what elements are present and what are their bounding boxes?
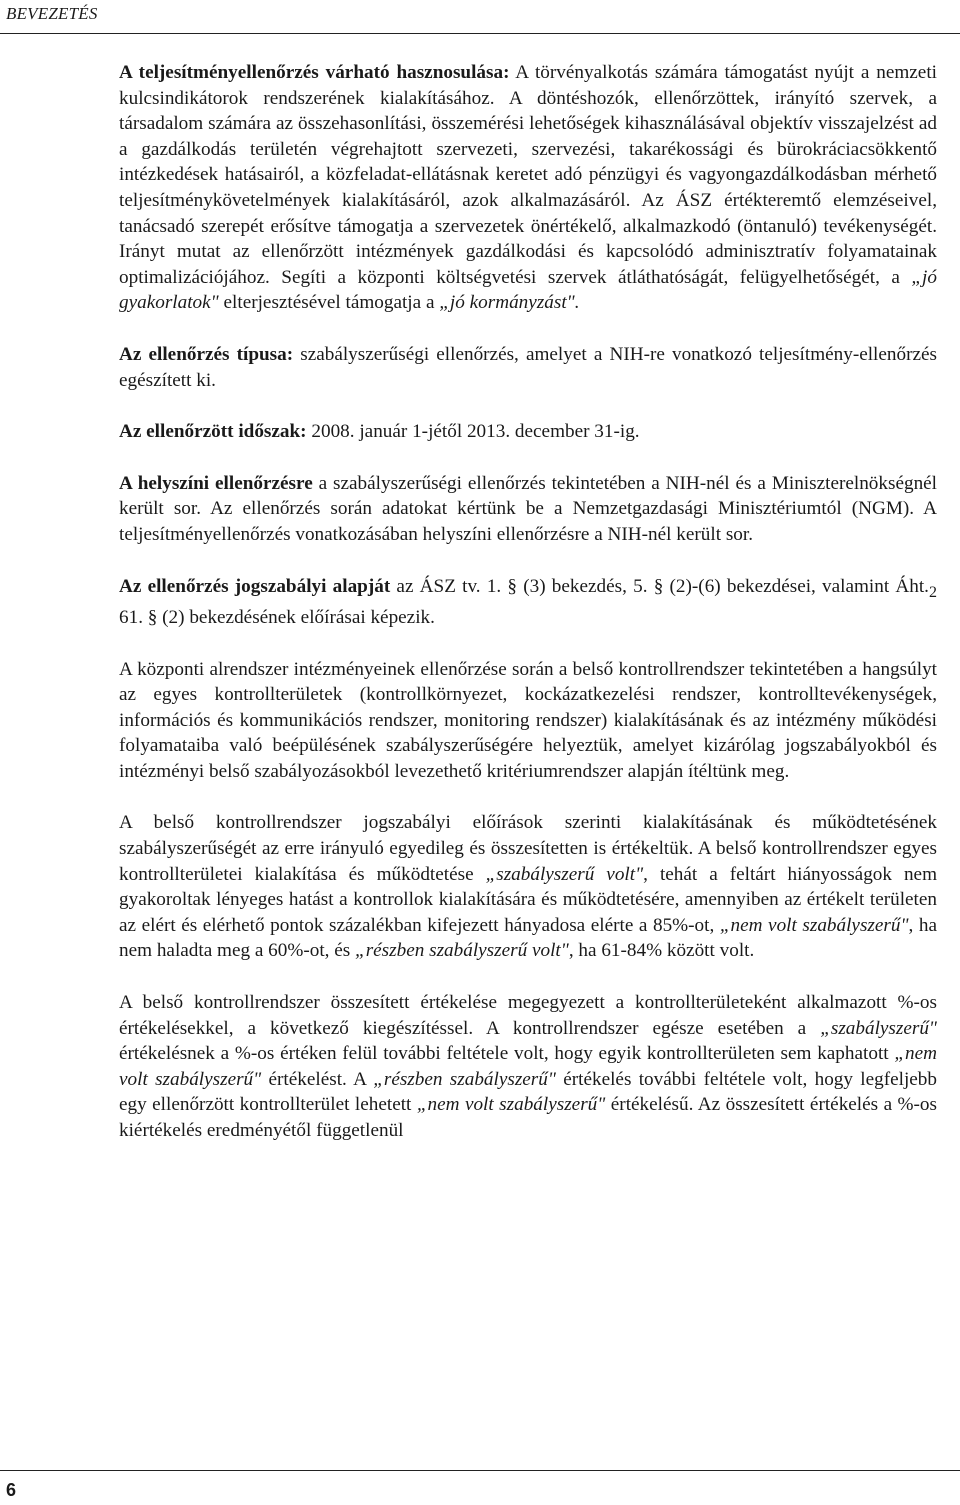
text-run: értékelést. A bbox=[261, 1068, 374, 1090]
text-run: a szabályszerűségi ellenőrzés tekintetében a NIH-nél és a Miniszterelnökségnél került sor. Az ellenőrzés során adatokat kértünk be a Nemzetgazdasági Minisztériumtól (NGM). A teljesítményellenőrzés vonatkozásában helyszíni ellenőrzésre a NIH-nél került sor. bbox=[119, 472, 938, 545]
text-run: szabályszerűségi ellenőrzés, amelyet a NIH-re vonatkozó teljesítmény-ellenőrzés egészített ki. bbox=[119, 343, 937, 391]
audit-period-paragraph bbox=[119, 419, 937, 445]
text-run: elterjesztésével támogatja a bbox=[218, 292, 440, 314]
page-number: 6 bbox=[6, 1480, 17, 1500]
italic-quote: „jó gyakorlatok" bbox=[119, 266, 937, 314]
bold-lead: A teljesítményellenőrzés várható hasznosulása: bbox=[119, 62, 510, 83]
onsite-audit-paragraph bbox=[119, 471, 937, 548]
italic-quote: „részben szabályszerű" bbox=[373, 1068, 556, 1090]
text-run: A törvényalkotás számára támogatást nyújt a nemzeti kulcsindikátorok rendszerének kialakításához. A döntéshozók, ellenőrzöttek, irányító szervek, a társadalom számára az összehasonlítási, összemérési lehetőségek kihasználásával objektív visszajelzést ad a gazdálkodás területén végrehajtott szervezeti, szervezési, takarékossági és bürokráciacsökkentő intézkedések hatásairól, a közfeladat-ellátásnak keretet adó pénzügyi és vagyongazdálkodásban mérhető teljesítménykövetelmények kialakításáról, azok alkalmazásáról. Az ÁSZ értékteremtő elemzéseivel, tanácsadó szerepét erősítve támogatja a szervezetek önértékelő, alkalmazkodó (öntanuló) tevékenységét. Irányt mutat az ellenőrzött intézmények gazdálkodási és kapcsolódó adminisztratív folyamatainak optimalizációjához. Segíti a központi költségvetési szervek átláthatóságát, felügyelhetőségét, a bbox=[119, 62, 937, 288]
text-run: , ha 61-84% között volt. bbox=[568, 940, 755, 962]
footer-rule bbox=[0, 1470, 960, 1471]
internal-control-paragraph bbox=[119, 657, 937, 785]
text-run: értékelésű. Az összesített értékelés a %-os kiértékelés eredményétől függetlenül bbox=[119, 1094, 937, 1142]
rating-paragraph bbox=[119, 810, 937, 964]
italic-quote: „nem volt szabályszerű" bbox=[416, 1094, 606, 1116]
text-run: 2008. január 1-jétől 2013. december 31-ig. bbox=[306, 421, 640, 443]
text-run: értékelésnek a %-os értéken felül további feltétele volt, hogy egyik kontrollterületen sem kaphatott bbox=[119, 1043, 895, 1065]
italic-quote: „szabályszerű volt" bbox=[485, 863, 644, 885]
header-rule bbox=[0, 33, 960, 34]
text-run: A központi alrendszer intézményeinek ellenőrzése során a belső kontrollrendszer tekintetében a hangsúlyt az egyes kontrollterületek (kontrollkörnyezet, kockázatkezelési rendszer, kontrolltevékenységek, információs és kommunikációs rendszer, monitoring rendszer) kialakításának és az intézmény működési folyamataiba való beépülésének szabályszerűségére helyeztük, amelyet kizárólag jogszabályokból és intézményi belső szabályozásokból levezethető kritériumrendszer alapján ítéltünk meg. bbox=[119, 658, 937, 782]
italic-quote: „nem volt szabályszerű" bbox=[119, 1043, 937, 1090]
text-run: A belső kontrollrendszer jogszabályi előírások szerinti kialakításának és működtetésének szabályszerűségét az erre irányuló egyedileg és összesítetten is értékeltük. A belső kontrollrendszer egyes kontrollterületei kialakítása és működtetése bbox=[119, 812, 937, 885]
italic-quote: „részben szabályszerű volt" bbox=[355, 940, 569, 962]
bold-lead: Az ellenőrzés típusa: bbox=[119, 343, 294, 365]
italic-quote: „nem volt szabályszerű" bbox=[719, 914, 909, 936]
summary-rating-paragraph bbox=[119, 990, 937, 1144]
utilization-paragraph bbox=[119, 60, 937, 316]
bold-lead: A helyszíni ellenőrzésre bbox=[119, 472, 313, 494]
text-run: A belső kontrollrendszer összesített értékelése megegyezett a kontrollterületeként alkalmazott %-os értékelésekkel, a következő kiegészítéssel. A kontrollrendszer egésze esetében a bbox=[119, 992, 937, 1039]
text-run: értékelés további feltétele volt, hogy legfeljebb egy ellenőrzött kontrollterület lehetett bbox=[119, 1068, 937, 1116]
page-body bbox=[119, 60, 937, 1170]
running-header: BEVEZETÉS bbox=[6, 4, 98, 23]
bold-lead: Az ellenőrzés jogszabályi alapját bbox=[119, 575, 391, 597]
text-run: 61. § (2) bekezdésének előírásai képezik. bbox=[119, 606, 435, 628]
text-run: , ha nem haladta meg a 60%-ot, és bbox=[119, 914, 937, 962]
italic-quote: „szabályszerű" bbox=[820, 1017, 937, 1039]
audit-type-paragraph bbox=[119, 342, 937, 393]
bold-lead: Az ellenőrzött időszak: bbox=[119, 421, 307, 443]
text-run: , tehát a feltárt hiányosságok nem gyakoroltak lényeges hatást a kontrollok kialakítására és működtetésére, amennyiben az értékelt területen az elért és elérhető pontok százalékban kifejezett hányadosa elérte a 85%-ot, bbox=[119, 863, 937, 936]
legal-basis-paragraph bbox=[119, 574, 937, 631]
subscript: 2 bbox=[928, 583, 937, 601]
text-run: az ÁSZ tv. 1. § (3) bekezdés, 5. § (2)-(6) bekezdései, valamint Áht. bbox=[390, 575, 929, 597]
italic-quote: „jó kormányzást". bbox=[439, 292, 580, 314]
